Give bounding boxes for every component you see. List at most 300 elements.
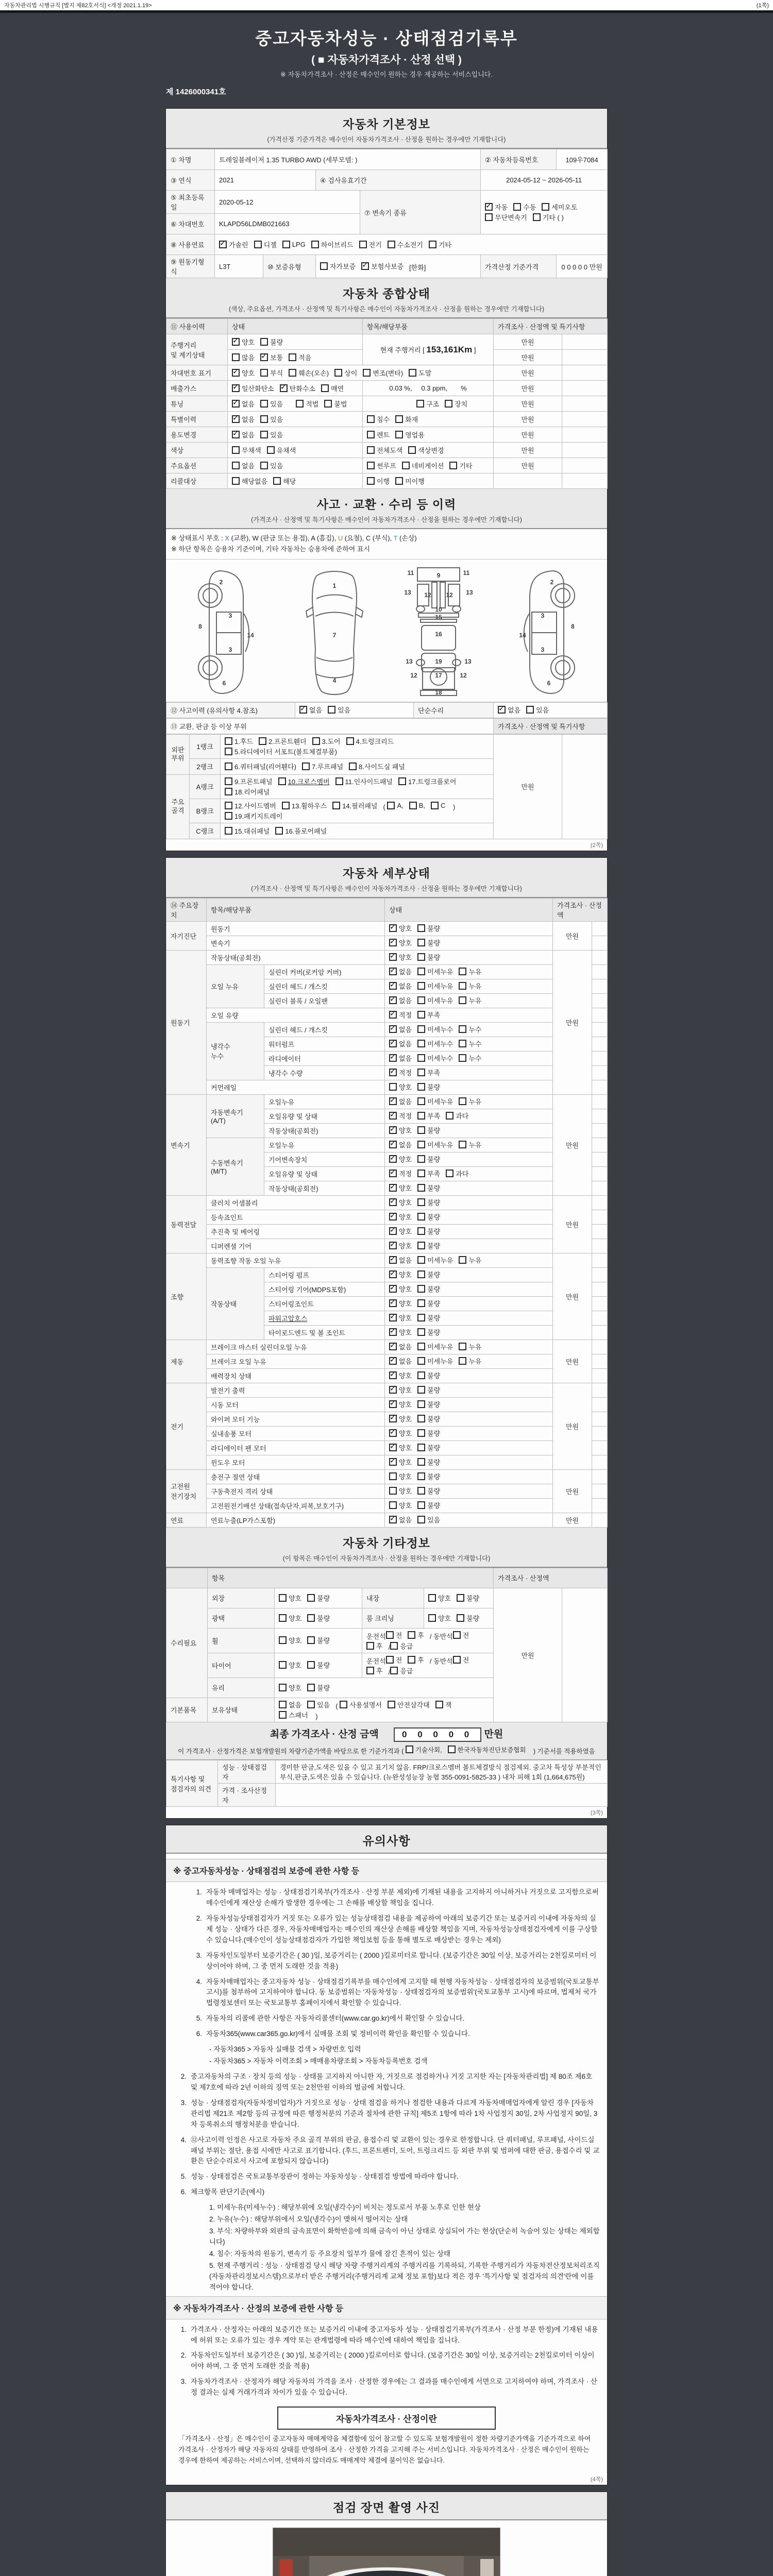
basic-info-table [166, 149, 607, 278]
checkbox-전기[interactable] [359, 240, 382, 249]
checkbox-자가보증[interactable] [320, 261, 356, 271]
text: C [365, 534, 371, 542]
checkbox-양호[interactable] [279, 1635, 301, 1645]
checkbox-무단변속기[interactable] [485, 212, 527, 222]
checkbox-미세누유[interactable] [417, 1140, 453, 1149]
cell [221, 799, 494, 823]
checkbox-이행[interactable] [367, 476, 390, 486]
checkbox-있음[interactable] [260, 461, 283, 470]
checkbox-불량[interactable] [417, 1226, 440, 1236]
checkbox-불량[interactable] [307, 1613, 330, 1623]
unchecked-box-icon [289, 353, 296, 361]
checkbox-없음[interactable] [389, 1342, 412, 1351]
legend-symbols [171, 533, 602, 544]
notice-item-number: 1. [180, 2325, 187, 2333]
checkbox-불량[interactable] [417, 1443, 440, 1452]
checkbox-세미오토[interactable] [542, 202, 577, 212]
checkbox-한국자동차진단보증협회[interactable] [448, 1745, 526, 1754]
checkbox-없음[interactable] [389, 1515, 412, 1524]
checkbox-적정[interactable] [389, 1067, 412, 1077]
checkbox-불량[interactable] [417, 1327, 440, 1337]
checkbox-스패너[interactable] [279, 1710, 308, 1720]
checkbox-17.트렁크플로어[interactable] [398, 776, 456, 786]
checked-box-icon [389, 1242, 397, 1249]
cell [592, 1282, 608, 1296]
checkbox-색상변경[interactable] [408, 445, 444, 455]
cell [592, 1152, 608, 1166]
card-notices [165, 1825, 608, 2485]
checkbox-양호[interactable] [389, 1226, 412, 1236]
unchecked-box-icon [417, 1242, 425, 1249]
checkbox-렌트[interactable] [367, 430, 390, 439]
checkbox-있음[interactable] [417, 1515, 440, 1524]
unchecked-box-icon [457, 1614, 464, 1622]
checkbox-있음[interactable] [260, 399, 283, 409]
checkbox-자동[interactable] [485, 202, 508, 212]
checkbox-없음[interactable] [389, 1356, 412, 1366]
cell [557, 255, 608, 278]
cell [263, 255, 316, 278]
checkbox-양호[interactable] [389, 1327, 412, 1337]
unchecked-box-icon [459, 1343, 466, 1350]
cell [166, 365, 228, 381]
checkbox-전[interactable] [453, 1655, 469, 1665]
checkbox-없음[interactable] [389, 1024, 412, 1034]
checkbox-수소전기[interactable] [388, 240, 423, 249]
checkbox-부족[interactable] [417, 1067, 440, 1077]
checkbox-디젤[interactable] [254, 240, 277, 249]
checkbox-4.트렁크리드[interactable] [346, 736, 394, 746]
checkbox-양호[interactable] [389, 1399, 412, 1409]
table-row [166, 1784, 608, 1807]
cell [166, 1469, 207, 1513]
checkbox-불량[interactable] [417, 1241, 440, 1250]
section-etc-info [166, 1528, 607, 1568]
checkbox-label: 화재 [405, 415, 418, 423]
checkbox-불량[interactable] [417, 1212, 440, 1222]
checkbox-양호[interactable] [389, 1414, 412, 1423]
checkbox-화재[interactable] [395, 414, 418, 424]
checkbox-누유[interactable] [459, 981, 481, 991]
checkbox-적정[interactable] [389, 1168, 412, 1178]
checkbox-label: 누유 [468, 1257, 482, 1265]
checkbox-양호[interactable] [389, 1313, 412, 1323]
checkbox-없음[interactable] [232, 461, 255, 470]
checkbox-누수[interactable] [459, 1024, 481, 1034]
checkbox-label: 보통 [270, 353, 283, 362]
checkbox-label: 미세누유 [427, 1141, 453, 1149]
checkbox-누유[interactable] [459, 1140, 481, 1149]
checkbox-3.도어[interactable] [312, 736, 341, 746]
checkbox-가솔린[interactable] [219, 240, 248, 249]
checkbox-누수[interactable] [459, 1039, 481, 1048]
text: ] [472, 346, 476, 354]
notice-item-number: 2. [180, 2073, 187, 2080]
checkbox-label: B, [418, 801, 426, 809]
text: 상태 [389, 906, 402, 914]
checkbox-양호[interactable] [389, 1298, 412, 1308]
checkbox-전[interactable] [386, 1630, 402, 1640]
cell [562, 473, 608, 489]
checked-box-icon [260, 353, 268, 361]
checkbox-없음[interactable] [232, 399, 255, 409]
checkbox-불량[interactable] [307, 1683, 330, 1692]
checkbox-사용설명서[interactable] [340, 1700, 382, 1709]
checkbox-양호[interactable] [232, 337, 255, 347]
checkbox-불량[interactable] [417, 1154, 440, 1164]
checkbox-불량[interactable] [417, 1269, 440, 1279]
checkbox-불량[interactable] [417, 1385, 440, 1395]
checkbox-불법[interactable] [324, 399, 347, 409]
checkbox-미세누유[interactable] [417, 995, 453, 1005]
checkbox-12.사이드멤버[interactable] [225, 801, 276, 810]
checkbox-양호[interactable] [389, 1471, 412, 1481]
checkbox-없음[interactable] [389, 981, 412, 991]
checkbox-LPG[interactable] [282, 241, 306, 248]
checkbox-불량[interactable] [457, 1613, 479, 1623]
notice-item-number: 5. [196, 2014, 202, 2023]
checkbox-불량[interactable] [417, 1486, 440, 1496]
checkbox-보험사보증[interactable] [361, 261, 404, 271]
checkbox-있음[interactable] [526, 705, 549, 715]
text: 오일누유 [268, 1141, 295, 1149]
text: 0 0 0 0 0 만원 [561, 263, 602, 271]
checkbox-없음[interactable] [498, 705, 520, 715]
checkbox-label: 불량 [466, 1594, 480, 1602]
checkbox-응급[interactable] [390, 1666, 413, 1675]
cell [553, 1383, 592, 1469]
checkbox-부족[interactable] [417, 1168, 440, 1178]
text: 경미한 판금,도색은 있을 수 있고 표기치 않음. FRP/크로스멤버 볼트체결방식 점검제외. 중고차 특성상 부분적인 부식,판금,도색은 있을 수 있습니다. (뉴완성성능장 농협 355-0091-5825-33 ) 내차 피해 1회 (1,664,675원) [280, 1764, 601, 1782]
cell [264, 993, 385, 1008]
checkbox-양호[interactable] [389, 1154, 412, 1164]
checkbox-label: 양호 [399, 1473, 412, 1481]
checkbox-매연[interactable] [321, 383, 344, 393]
cell [166, 1698, 208, 1722]
checked-box-icon [232, 384, 240, 392]
checkbox-없음[interactable] [389, 1140, 412, 1149]
checkbox-훼손(오손)[interactable] [289, 368, 329, 378]
checkbox-불량[interactable] [307, 1593, 330, 1603]
checkbox-7.루프패널[interactable] [302, 761, 343, 771]
checkbox-양호[interactable] [279, 1683, 301, 1692]
cell [385, 1008, 553, 1022]
checkbox-15.대쉬패널[interactable] [225, 826, 270, 836]
checkbox-불량[interactable] [417, 1082, 440, 1092]
checkbox-미세누유[interactable] [417, 1255, 453, 1265]
checkbox-양호[interactable] [428, 1613, 451, 1623]
checkbox-잭[interactable] [435, 1700, 452, 1709]
checkbox-전체도색[interactable] [367, 445, 402, 455]
checkbox-많음[interactable] [232, 352, 255, 362]
checkbox-도말[interactable] [409, 368, 431, 378]
checkbox-양호[interactable] [389, 923, 412, 933]
checkbox-없음[interactable] [389, 1039, 412, 1048]
checkbox-불량[interactable] [417, 1428, 440, 1438]
checkbox-1.후드[interactable] [225, 736, 253, 746]
checkbox-과다[interactable] [446, 1168, 468, 1178]
checkbox-불량[interactable] [417, 1298, 440, 1308]
checkbox-있음[interactable] [260, 414, 283, 424]
text: 추진축 및 베어링 [211, 1228, 260, 1236]
checkbox-부족[interactable] [417, 1010, 440, 1020]
checkbox-label: 양호 [399, 1285, 412, 1294]
checkbox-부족[interactable] [417, 1111, 440, 1121]
checkbox-양호[interactable] [389, 1183, 412, 1193]
checkbox-불량[interactable] [417, 1313, 440, 1323]
checkbox-불량[interactable] [307, 1660, 330, 1670]
checkbox-누유[interactable] [459, 1096, 481, 1106]
checkbox-16.플로어패널[interactable] [275, 826, 327, 836]
checkbox-적정[interactable] [389, 1111, 412, 1121]
checkbox-불량[interactable] [417, 1500, 440, 1510]
checkbox-미세누유[interactable] [417, 981, 453, 991]
document-subtitle: ( ■ 자동차가격조사 · 산정 선택 ) [311, 54, 462, 66]
text: 가격조사 · 산정액 [498, 1574, 549, 1583]
checkbox-미이행[interactable] [395, 476, 425, 486]
checkbox-구조[interactable] [416, 399, 439, 409]
checkbox-9.프론트패널[interactable] [225, 776, 273, 786]
checkbox-label: 미세누수 [427, 1055, 453, 1063]
checkbox-14.필러패널[interactable] [332, 801, 377, 810]
unchecked-box-icon [417, 1069, 425, 1076]
cell [385, 1080, 553, 1094]
checkbox-불량[interactable] [417, 1197, 440, 1207]
checkbox-변조(변타)[interactable] [363, 368, 403, 378]
checkbox-양호[interactable] [389, 1082, 412, 1092]
checkbox-누수[interactable] [459, 1053, 481, 1063]
checkbox-양호[interactable] [389, 1385, 412, 1395]
checkbox-네비게이션[interactable] [402, 461, 444, 470]
checkbox-누유[interactable] [459, 1342, 481, 1351]
checkbox-양호[interactable] [389, 1443, 412, 1452]
cell [562, 381, 608, 396]
checkbox-불량[interactable] [307, 1635, 330, 1645]
checkbox-없음[interactable] [389, 1096, 412, 1106]
checkbox-기타 ( )[interactable] [533, 212, 564, 222]
checkbox-있음[interactable] [328, 705, 350, 715]
cell [363, 319, 494, 334]
checkbox-적정[interactable] [389, 1010, 412, 1020]
checkbox-기타[interactable] [429, 240, 451, 249]
checkbox-불량[interactable] [417, 923, 440, 933]
checkbox-누유[interactable] [459, 967, 481, 976]
checkbox-양호[interactable] [389, 1457, 412, 1467]
checkbox-불량[interactable] [417, 1399, 440, 1409]
unchecked-box-icon [408, 446, 416, 454]
checkbox-수동[interactable] [513, 202, 536, 212]
checkbox-불량[interactable] [417, 1183, 440, 1193]
unchecked-box-icon [448, 1745, 456, 1753]
unchecked-box-icon [417, 1400, 425, 1408]
checkbox-불량[interactable] [417, 952, 440, 962]
checkbox-양호[interactable] [389, 1370, 412, 1380]
checkbox-양호[interactable] [389, 938, 412, 947]
checkbox-양호[interactable] [232, 368, 255, 378]
checkbox-C[interactable] [431, 802, 445, 809]
checkbox-A,[interactable] [387, 802, 403, 809]
checkbox-양호[interactable] [279, 1660, 301, 1670]
checkbox-없음[interactable] [389, 1053, 412, 1063]
checkbox-label: 누수 [468, 1026, 482, 1034]
checkbox-하이브리드[interactable] [311, 240, 354, 249]
checked-box-icon [389, 982, 397, 990]
checkbox-후[interactable] [408, 1630, 424, 1640]
checkbox-응급[interactable] [390, 1641, 413, 1651]
checkbox-침수[interactable] [367, 414, 390, 424]
checkbox-불량[interactable] [417, 1471, 440, 1481]
checkbox-후[interactable] [408, 1655, 424, 1665]
checkbox-11.인사이드패널[interactable] [335, 776, 393, 786]
unchecked-box-icon [445, 400, 452, 408]
checkbox-label: 불량 [466, 1614, 480, 1622]
form-reference-text: 자동차관리법 시행규칙 [별지 제82호서식] <개정 2021.1.19> [4, 3, 152, 9]
checkbox-label: 수소전기 [397, 241, 423, 249]
cell [218, 1760, 276, 1784]
checkbox-미세누유[interactable] [417, 1096, 453, 1106]
checkbox-8.사이드실 패널[interactable] [349, 761, 405, 771]
checkbox-미세누유[interactable] [417, 967, 453, 976]
checkbox-10.크로스멤버[interactable] [278, 776, 330, 786]
checkbox-누유[interactable] [459, 995, 481, 1005]
checkbox-불량[interactable] [417, 1457, 440, 1467]
text: 원동기 [211, 925, 230, 933]
checkbox-19.패키지트레이[interactable] [225, 811, 282, 821]
checkbox-5.라디에이터 서포트(볼트체결부품)[interactable] [225, 747, 337, 756]
checkbox-label: 전 [462, 1656, 469, 1664]
checkbox-label: 유채색 [276, 446, 296, 454]
checkbox-일산화탄소[interactable] [232, 383, 274, 393]
checkbox-없음[interactable] [389, 967, 412, 976]
text: 수리필요 [171, 1639, 197, 1648]
table-row [166, 427, 608, 443]
checkbox-과다[interactable] [446, 1111, 468, 1121]
cell [166, 734, 190, 774]
checkbox-B,[interactable] [409, 802, 425, 809]
checkbox-있음[interactable] [260, 430, 283, 439]
notice-subitem: - 자동차365 > 자동차 이력조회 > 매매용차량조회 > 자동차등록번호 검색 [209, 2057, 428, 2065]
checkbox-2.프론트휀더[interactable] [259, 736, 307, 746]
unchecked-box-icon [346, 737, 354, 745]
checkbox-썬루프[interactable] [367, 461, 396, 470]
checkbox-불량[interactable] [260, 337, 283, 347]
checkbox-기타[interactable] [449, 461, 472, 470]
checkbox-미세누유[interactable] [417, 1356, 453, 1366]
text: 전기 [171, 1422, 184, 1431]
unchecked-box-icon [435, 1701, 443, 1708]
checkbox-양호[interactable] [389, 1486, 412, 1496]
cell [228, 350, 363, 365]
checkbox-없음[interactable] [232, 414, 255, 424]
checkbox-양호[interactable] [389, 1269, 412, 1279]
checked-box-icon [389, 1170, 397, 1177]
checkbox-양호[interactable] [389, 1428, 412, 1438]
checkbox-양호[interactable] [389, 1241, 412, 1250]
checkbox-6.쿼터패널(리어휀다)[interactable] [225, 761, 296, 771]
checkbox-적법[interactable] [296, 399, 318, 409]
checkbox-상이[interactable] [334, 368, 357, 378]
checkbox-label: 기술사회, [415, 1746, 442, 1754]
checkbox-불량[interactable] [417, 1284, 440, 1294]
cell [166, 334, 228, 365]
checkbox-없음[interactable] [279, 1700, 301, 1709]
notice-inner-list [173, 1887, 600, 2067]
checkbox-양호[interactable] [389, 1125, 412, 1135]
checkbox-영업용[interactable] [395, 430, 425, 439]
checkbox-불량[interactable] [417, 1370, 440, 1380]
checked-box-icon [389, 1415, 397, 1422]
checkbox-무채색[interactable] [232, 445, 261, 455]
checkbox-미세누유[interactable] [417, 1342, 453, 1351]
checkbox-불량[interactable] [457, 1593, 479, 1603]
checkbox-없음[interactable] [299, 705, 322, 715]
checkbox-장치[interactable] [445, 399, 467, 409]
unchecked-box-icon [526, 706, 534, 714]
cell [562, 443, 608, 458]
checkbox-전[interactable] [453, 1630, 469, 1640]
checkbox-양호[interactable] [428, 1593, 451, 1603]
checkbox-미세누수[interactable] [417, 1039, 453, 1048]
cell [385, 936, 553, 950]
checkbox-없음[interactable] [389, 1255, 412, 1265]
notice-item-text: 자동차인도일부터 보증기간은 ( 30 )일, 보증거리는 ( 2000 )킬로미터로 합니다. (보증기간은 30일 이상, 보증거리는 2천킬로미터 이상이어야 하며, 그 중 먼저 도래한 것을 적용) [206, 1951, 597, 1970]
checkbox-양호[interactable] [279, 1593, 301, 1603]
checkbox-미세누수[interactable] [417, 1024, 453, 1034]
checkbox-없음[interactable] [232, 430, 255, 439]
checkbox-미세누수[interactable] [417, 1053, 453, 1063]
cell [592, 979, 608, 993]
checkbox-전[interactable] [386, 1655, 402, 1665]
text: 만원 [521, 338, 534, 346]
checkbox-18.리어패널[interactable] [225, 787, 270, 796]
checkbox-불량[interactable] [417, 938, 440, 947]
checkbox-양호[interactable] [389, 1500, 412, 1510]
checkbox-label: 양호 [399, 1083, 412, 1092]
unchecked-box-icon [225, 802, 232, 809]
cell [264, 1267, 385, 1282]
checkbox-양호[interactable] [279, 1613, 301, 1623]
checkbox-불량[interactable] [417, 1414, 440, 1423]
checkbox-누유[interactable] [459, 1356, 481, 1366]
checkbox-양호[interactable] [389, 1212, 412, 1222]
checkbox-보통[interactable] [260, 352, 283, 362]
checkbox-없음[interactable] [389, 995, 412, 1005]
checkbox-13.휠하우스[interactable] [282, 801, 327, 810]
checkbox-label: 없음 [289, 1701, 302, 1709]
text: ⑥ 차대번호 [171, 221, 205, 228]
checkbox-기술사회,[interactable] [406, 1745, 442, 1754]
checkbox-유채색[interactable] [267, 445, 296, 455]
checkbox-부식[interactable] [260, 368, 283, 378]
checkbox-양호[interactable] [389, 1284, 412, 1294]
checkbox-해당없음[interactable] [232, 476, 267, 486]
checkbox-안전삼각대[interactable] [388, 1700, 430, 1709]
checkbox-탄화수소[interactable] [280, 383, 315, 393]
checkbox-있음[interactable] [307, 1700, 330, 1709]
checkbox-label: 양호 [399, 1271, 412, 1279]
cell [592, 1123, 608, 1138]
checkbox-양호[interactable] [389, 952, 412, 962]
checkbox-적음[interactable] [289, 352, 311, 362]
checkbox-해당[interactable] [273, 476, 296, 486]
text: 실린더 헤드 / 개스킷 [268, 1026, 328, 1034]
text: 튜닝 [171, 400, 184, 408]
checkbox-불량[interactable] [417, 1125, 440, 1135]
checkbox-후[interactable] [366, 1666, 383, 1675]
checkbox-양호[interactable] [389, 1197, 412, 1207]
checkbox-누유[interactable] [459, 1255, 481, 1265]
checkbox-후[interactable] [366, 1641, 383, 1651]
